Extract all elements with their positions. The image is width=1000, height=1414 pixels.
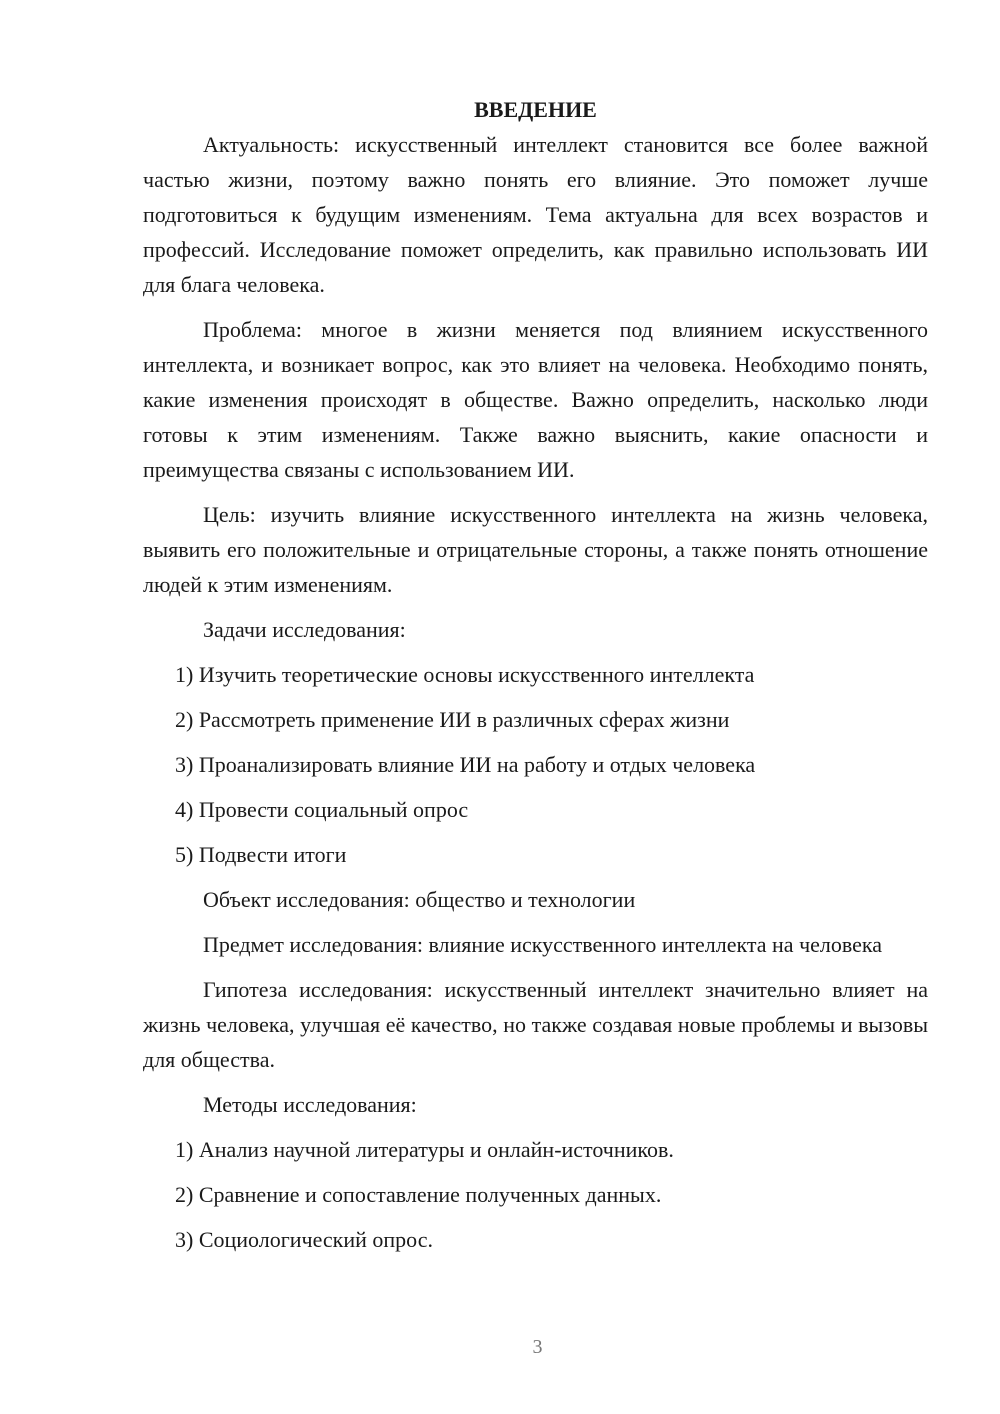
task-item: 1) Изучить теоретические основы искусственного интеллекта [175,662,755,687]
methods-heading: Методы исследования: [203,1092,417,1117]
task-item: 5) Подвести итоги [175,842,347,867]
object-line: Объект исследования: общество и технологии [203,887,636,912]
tasks-heading: Задачи исследования: [203,617,406,642]
task-item: 4) Провести социальный опрос [175,797,469,822]
page-content [143,92,928,1267]
method-item: 1) Анализ научной литературы и онлайн-источников. [175,1137,674,1162]
method-item: 3) Социологический опрос. [175,1227,433,1252]
method-item: 2) Сравнение и сопоставление полученных данных. [175,1182,662,1207]
page-title: ВВЕДЕНИЕ [474,97,597,122]
task-item: 3) Проанализировать влияние ИИ на работу и отдых человека [175,752,756,777]
relevance-paragraph: Актуальность: искусственный интеллект становится все более важной частью жизни, поэтому важно понять его влияние. Это поможет лучше подготовиться к будущим изменениям. Тема актуальна для всех возрастов и профессий. Исследование поможет определить, как правильно использовать ИИ для блага человека. [143,132,928,297]
hypothesis-paragraph: Гипотеза исследования: искусственный интеллект значительно влияет на жизнь человека, улучшая её качество, но также создавая новые проблемы и вызовы для общества. [143,977,928,1072]
problem-paragraph: Проблема: многое в жизни меняется под влиянием искусственного интеллекта, и возникает вопрос, как это влияет на человека. Необходимо понять, какие изменения происходят в обществе. Важно определить, насколько люди готовы к этим изменениям. Также важно выяснить, какие опасности и преимущества связаны с использованием ИИ. [143,317,928,482]
task-item: 2) Рассмотреть применение ИИ в различных сферах жизни [175,707,730,732]
goal-paragraph: Цель: изучить влияние искусственного интеллекта на жизнь человека, выявить его положительные и отрицательные стороны, а также понять отношение людей к этим изменениям. [143,502,928,597]
page-number: 3 [532,1336,543,1358]
subject-paragraph: Предмет исследования: влияние искусственного интеллекта на человека [203,932,883,957]
